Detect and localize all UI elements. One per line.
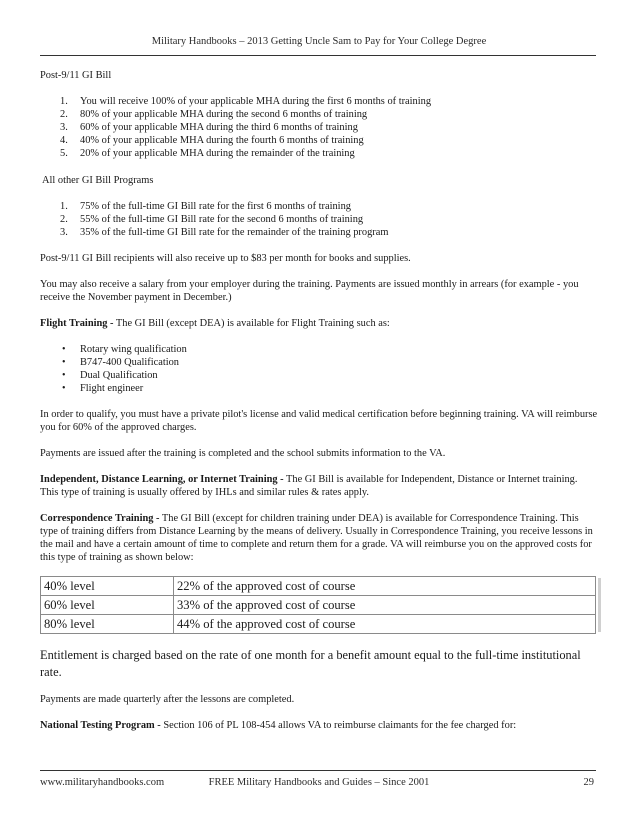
list-item: 3. 60% of your applicable MHA during the third 6 months of training xyxy=(60,122,358,133)
books-paragraph: Post-9/11 GI Bill recipients will also receive up to $83 per month for books and supplies. xyxy=(40,253,411,264)
list-item: 4. 40% of your applicable MHA during the fourth 6 months of training xyxy=(60,135,364,146)
other-programs-list xyxy=(40,200,598,239)
footer-tagline: FREE Military Handbooks and Guides – Since 2001 xyxy=(208,777,430,788)
list-item: • Rotary wing qualification xyxy=(62,344,187,355)
list-item: 2. 55% of the full-time GI Bill rate for the second 6 months of training xyxy=(60,214,364,225)
page-body xyxy=(40,69,598,732)
flight-training-list xyxy=(40,343,598,395)
table-cell-level: 40% level xyxy=(41,577,174,596)
footer-rule xyxy=(40,770,596,771)
table-cell-cost: 44% of the approved cost of course xyxy=(174,615,596,634)
flight-training-label: Flight Training - xyxy=(40,318,114,329)
bullet-icon: • xyxy=(62,357,66,368)
correspondence-training-label: Correspondence Training - xyxy=(40,513,160,524)
table-cell-level: 60% level xyxy=(41,596,174,615)
list-item: 1. You will receive 100% of your applicable MHA during the first 6 months of training xyxy=(60,96,432,107)
reimbursement-table xyxy=(40,576,596,634)
header-rule xyxy=(40,55,596,56)
bullet-icon: • xyxy=(62,370,66,381)
table-row xyxy=(41,615,596,634)
table-cell-cost: 33% of the approved cost of course xyxy=(174,596,596,615)
independent-training-label: Independent, Distance Learning, or Internet Training - xyxy=(40,474,284,485)
bullet-icon: • xyxy=(62,344,66,355)
entitlement-paragraph: Entitlement is charged based on the rate of one month for a benefit amount equal to the full-time institutional rate. xyxy=(40,648,581,679)
page-number: 29 xyxy=(583,777,594,788)
list-item: 3. 35% of the full-time GI Bill rate for the remainder of the training program xyxy=(60,227,389,238)
salary-paragraph: You may also receive a salary from your employer during the training. Payments are issued monthly in arrears (for example - you receive the November payment in December.) xyxy=(40,279,579,303)
table-shadow xyxy=(598,578,601,632)
correspondence-training-paragraph: Correspondence Training - The GI Bill (except for children training under DEA) is available for Correspondence Training. This type of training differs from Distance Learning by the means of delivery. Usually in Correspondence Training, you receive lessons in the mail and have a certain amount of time to complete and return them for a grade. VA will reimburse you on the approved costs for this type of training as shown below: xyxy=(40,513,593,563)
reimbursement-table-wrapper xyxy=(40,576,598,634)
bullet-icon: • xyxy=(62,383,66,394)
running-header: Military Handbooks – 2013 Getting Uncle Sam to Pay for Your College Degree xyxy=(151,36,487,47)
table-cell-level: 80% level xyxy=(41,615,174,634)
list-item: 2. 80% of your applicable MHA during the second 6 months of training xyxy=(60,109,368,120)
list-item: • Flight engineer xyxy=(62,383,144,394)
national-testing-label: National Testing Program - xyxy=(40,720,161,731)
payments-paragraph: Payments are issued after the training is completed and the school submits information to the VA. xyxy=(40,448,446,459)
list-item: • Dual Qualification xyxy=(62,370,158,381)
qualify-paragraph: In order to qualify, you must have a private pilot's license and valid medical certification before beginning training. VA will reimburse you for 60% of the approved charges. xyxy=(40,409,598,433)
table-row xyxy=(41,596,596,615)
flight-training-paragraph: Flight Training - The GI Bill (except DEA) is available for Flight Training such as: xyxy=(40,318,390,329)
post911-heading: Post-9/11 GI Bill xyxy=(40,70,112,81)
table-row xyxy=(41,577,596,596)
post911-list xyxy=(40,95,598,160)
quarterly-paragraph: Payments are made quarterly after the lessons are completed. xyxy=(40,694,295,705)
national-testing-paragraph: National Testing Program - Section 106 of PL 108-454 allows VA to reimburse claimants for the fee charged for: xyxy=(40,720,517,731)
list-item: 5. 20% of your applicable MHA during the remainder of the training xyxy=(60,148,355,159)
table-cell-cost: 22% of the approved cost of course xyxy=(174,577,596,596)
list-item: • B747-400 Qualification xyxy=(62,357,179,368)
independent-training-paragraph: Independent, Distance Learning, or Internet Training - The GI Bill is available for Independent, Distance or Internet training. This type of training is usually offered by IHLs and similar rules & rates apply. xyxy=(40,474,578,498)
footer-website: www.militaryhandbooks.com xyxy=(40,777,165,788)
other-programs-heading: All other GI Bill Programs xyxy=(42,175,154,186)
list-item: 1. 75% of the full-time GI Bill rate for the first 6 months of training xyxy=(60,201,351,212)
